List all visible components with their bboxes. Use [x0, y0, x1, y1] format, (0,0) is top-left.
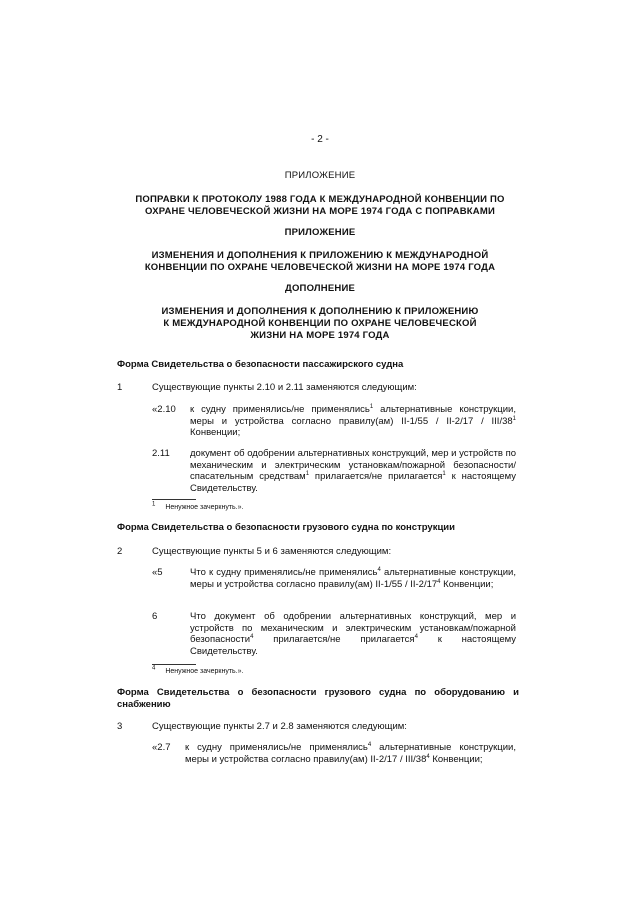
item-number: «2.7: [152, 742, 171, 753]
section-number: 2: [117, 546, 123, 557]
item-text: Что к судну применялись/не применялись$^4$ альтернативные конструкции, меры и устройства согласно правилу(ам) $II-1/55 / II-2/17^4$ Конвенции;: [190, 566, 516, 590]
section-heading: Форма Свидетельства о безопасности грузового судна по оборудованию и снабжению: [117, 687, 519, 710]
item-text: к судну применялись/не применялись$^1$ альтернативные конструкции, меры и устройства согласно правилу(ам) II-1/55 / II-2/17 / III/$38^1$ Конвенции;: [190, 403, 516, 438]
footnote: $^1$ Ненужное зачеркнуть.».: [152, 501, 244, 511]
section-number: 3: [117, 721, 123, 732]
annex-title: ПРИЛОЖЕНИЕ: [284, 170, 356, 181]
section-intro: Существующие пункты 2.10 и 2.11 заменяются следующим:: [152, 382, 417, 393]
main-title: ПОПРАВКИ К ПРОТОКОЛУ 1988 ГОДА К МЕЖДУНАРОДНОЙ КОНВЕНЦИИ ПО ОХРАНЕ ЧЕЛОВЕЧЕСКОЙ ЖИЗНИ НА МОРЕ 1974 ГОДА С ПОПРАВКАМИ: [135, 194, 505, 217]
section-heading: Форма Свидетельства о безопасности грузового судна по конструкции: [117, 522, 455, 533]
changes-title: ИЗМЕНЕНИЯ И ДОПОЛНЕНИЯ К ПРИЛОЖЕНИЮ К МЕЖДУНАРОДНОЙ КОНВЕНЦИИ ПО ОХРАНЕ ЧЕЛОВЕЧЕСКОЙ ЖИЗНИ НА МОРЕ 1974 ГОДА: [144, 250, 496, 273]
page-number: - 2 -: [311, 134, 329, 145]
item-text: к судну применялись/не применялись$^4$ альтернативные конструкции, меры и устройства согласно правилу(ам) II-2/17 / III/$38^4$ Конвенции;: [185, 741, 516, 765]
footnote-divider: [152, 664, 196, 665]
section-intro: Существующие пункты 5 и 6 заменяются следующим:: [152, 546, 392, 557]
item-text: документ об одобрении альтернативных конструкций, мер и устройств по механическим и электрическим установкам/пожарной безопасности/спасательным средствам$^1$ прилагается/не прилагается$^1$ к настоящему Свидетельству.: [190, 448, 516, 494]
item-number: 2.11: [152, 448, 170, 459]
item-text: Что документ об одобрении альтернативных конструкций, мер и устройств по механическим и электрическим установкам/пожарной безопасности$^4$ прилагается/не прилагается$^4$ к настоящему Свидетельству.: [190, 611, 516, 657]
appendix-label: ДОПОЛНЕНИЕ: [284, 283, 356, 294]
annex-subtitle: ПРИЛОЖЕНИЕ: [284, 227, 356, 238]
section-heading: Форма Свидетельства о безопасности пассажирского судна: [117, 359, 404, 370]
item-number: 6: [152, 611, 158, 622]
item-number: «2.10: [152, 404, 176, 415]
footnote-divider: [152, 499, 196, 500]
item-number: «5: [152, 567, 163, 578]
section-intro: Существующие пункты 2.7 и 2.8 заменяются следующим:: [152, 721, 407, 732]
section-number: 1: [117, 382, 123, 393]
footnote: $^4$ Ненужное зачеркнуть.».: [152, 665, 244, 675]
appendix-title: ИЗМЕНЕНИЯ И ДОПОЛНЕНИЯ К ДОПОЛНЕНИЮ К ПРИЛОЖЕНИЮ К МЕЖДУНАРОДНОЙ КОНВЕНЦИИ ПО ОХРАНЕ ЧЕЛОВЕЧЕСКОЙ ЖИЗНИ НА МОРЕ 1974 ГОДА: [161, 306, 479, 341]
